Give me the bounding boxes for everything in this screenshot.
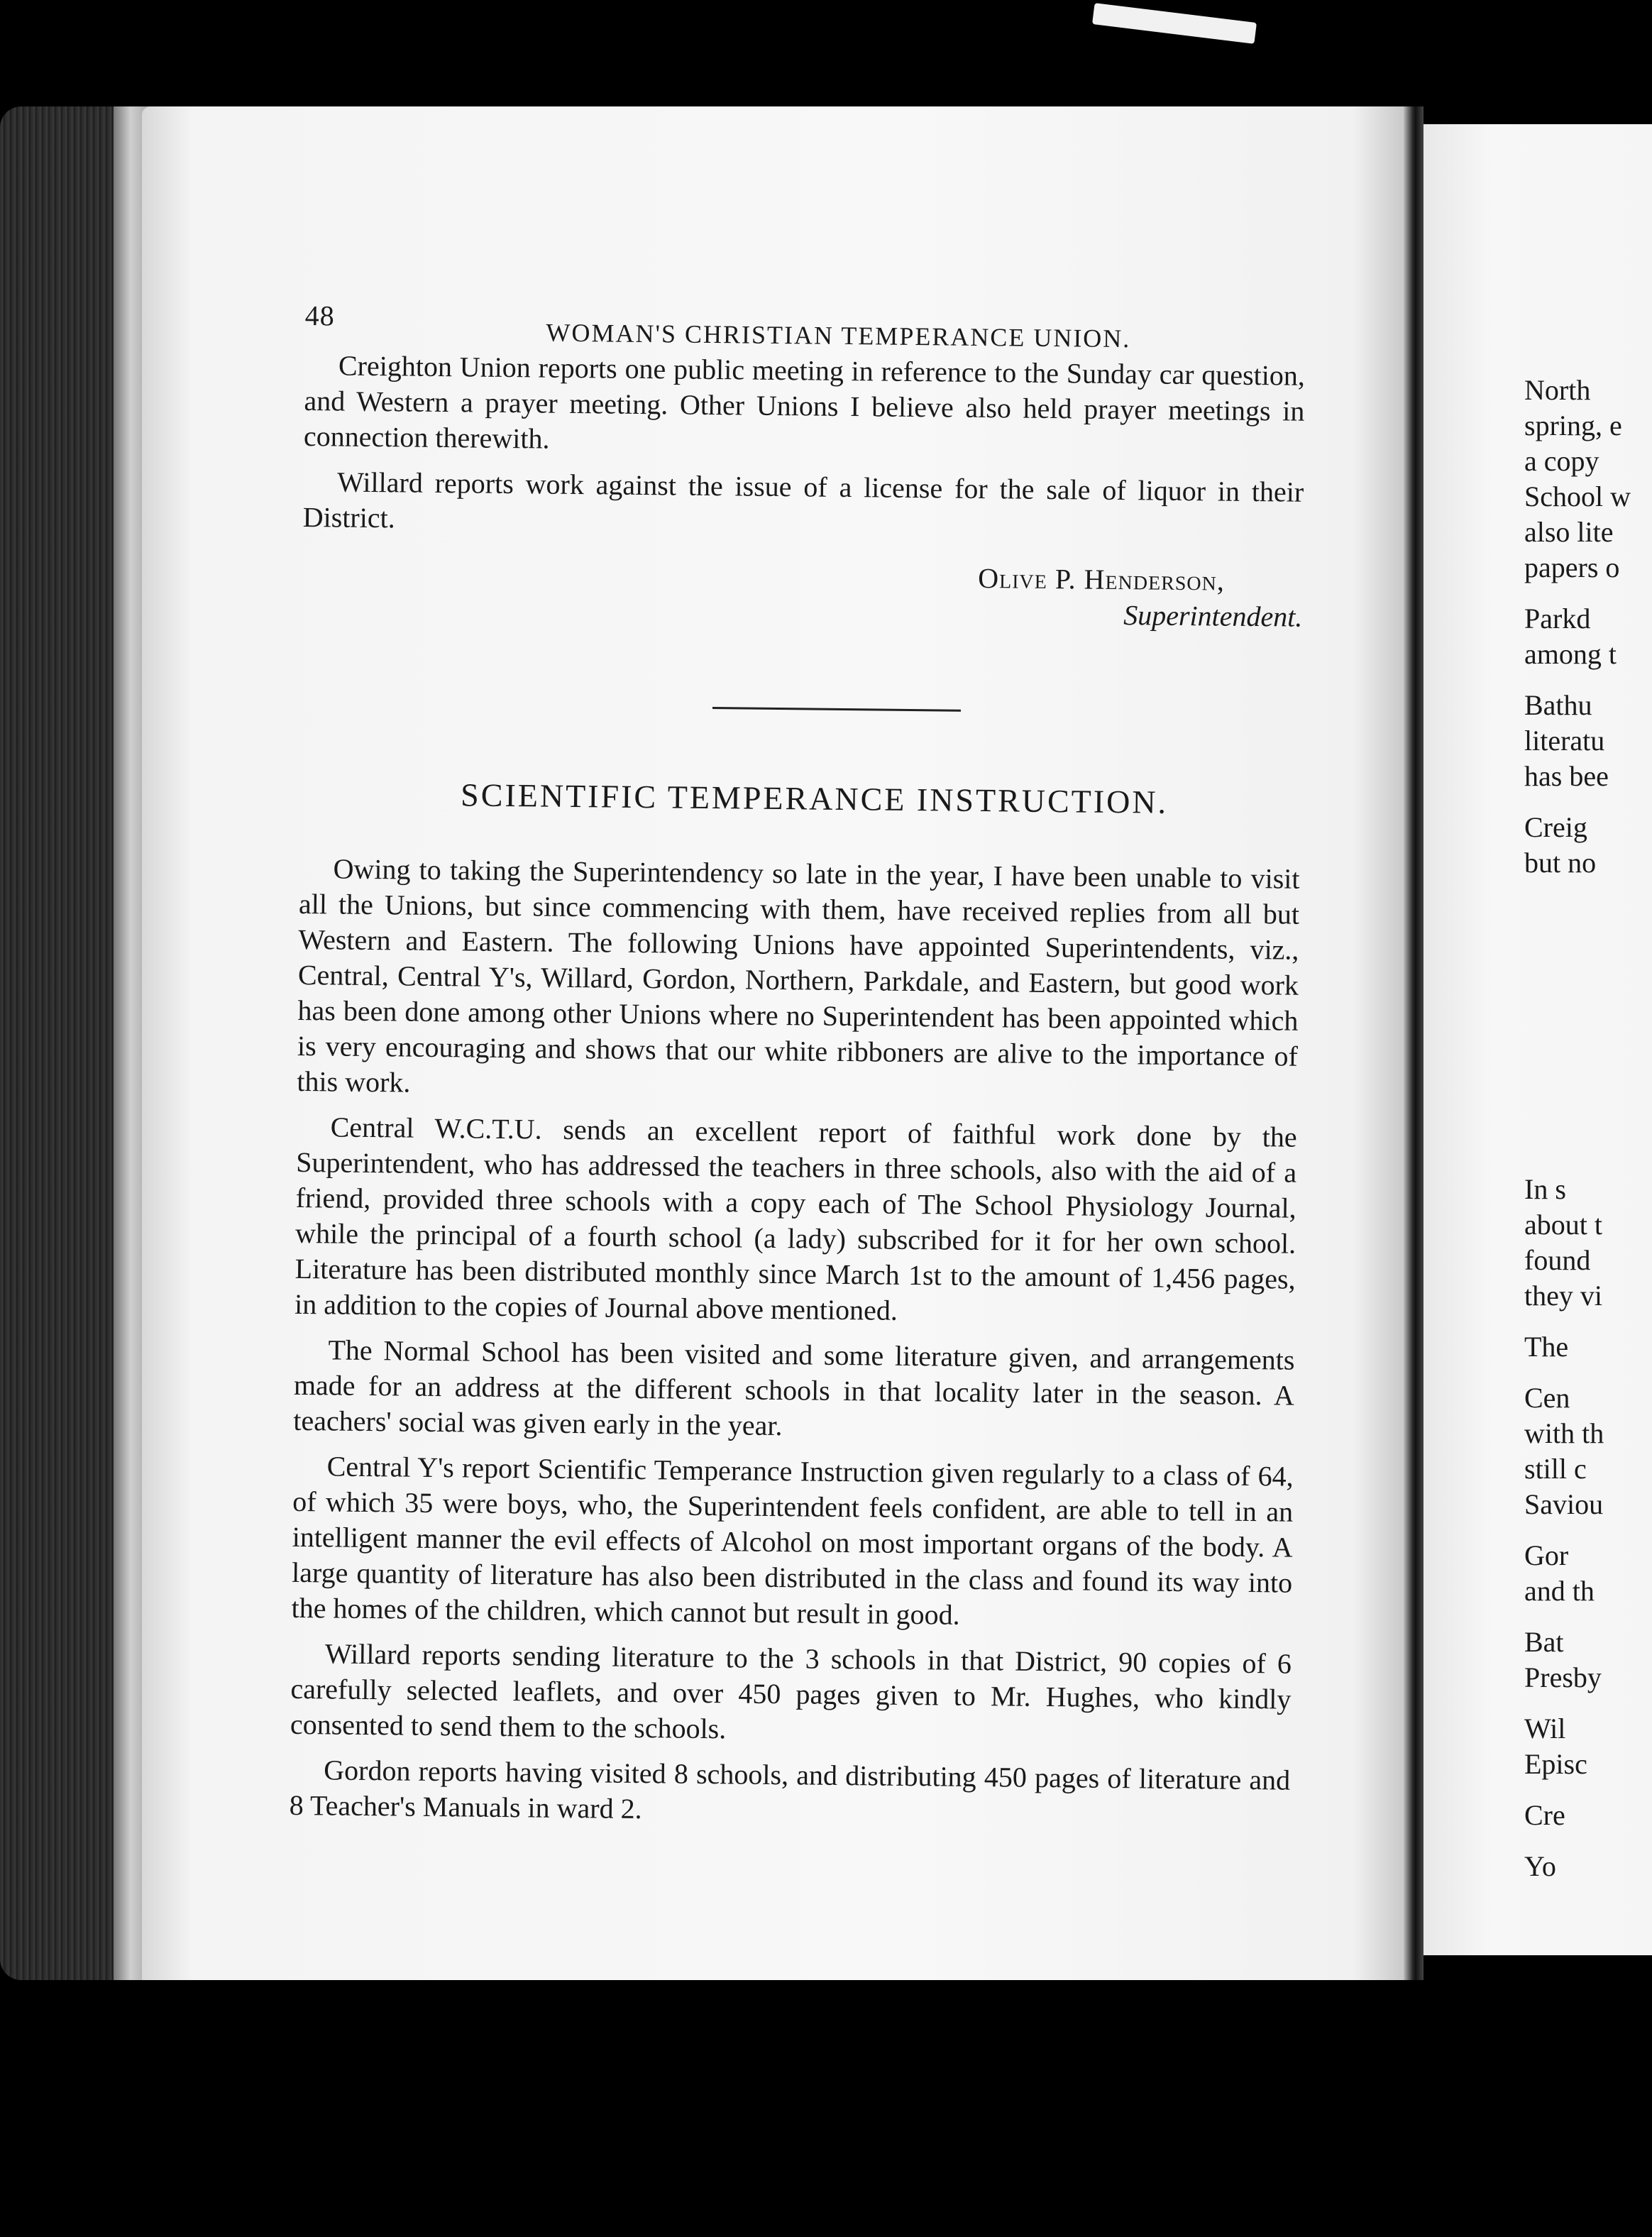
section-body [289, 851, 1299, 1834]
left-page-content [289, 298, 1305, 1834]
fragment-line: with th [1524, 1417, 1604, 1449]
running-head [304, 298, 1306, 358]
fragment-line: Creig [1524, 811, 1587, 843]
fragment-line: still c [1524, 1453, 1587, 1485]
fragment-line: among t [1524, 638, 1617, 670]
scan-artifact [1092, 3, 1257, 44]
fragment-line: spring, e [1524, 410, 1622, 441]
signature-block [302, 554, 1303, 635]
fragment-line: also lite [1524, 516, 1614, 548]
paragraph: The Normal School has been visited and some literature given, and arrangements made for an address at the different schools in that locality later in the season. A teachers' social was given early in the year. [293, 1334, 1295, 1442]
fragment-line: Bat [1524, 1626, 1564, 1658]
section-divider [712, 707, 961, 712]
signature-title: Superintendent. [1123, 599, 1303, 633]
paragraph: Willard reports work against the issue of a license for the sale of liquor in their District. [302, 466, 1304, 534]
fragment-line: Gor [1524, 1539, 1569, 1571]
fragment-line: Cen [1524, 1382, 1570, 1414]
fragment-line: Parkd [1524, 603, 1591, 634]
page-number: 48 [304, 299, 335, 332]
fragment-line: they vi [1524, 1280, 1602, 1312]
fragment-line: has bee [1524, 760, 1609, 792]
fragment-line: a copy [1524, 445, 1599, 477]
fragment-line: about t [1524, 1209, 1602, 1241]
paragraph: Creighton Union reports one public meeting in reference to the Sunday car question, and Western a prayer meeting. Other Unions I believe also held prayer meetings in connection therewith. [303, 349, 1306, 455]
fragment-line: School w [1524, 480, 1631, 512]
fragment-line: but no [1524, 847, 1597, 879]
intro-section [303, 348, 1306, 546]
fragment-line: Wil [1524, 1713, 1566, 1744]
signature-name: Olive P. Henderson, [977, 561, 1226, 597]
fragment-line: In s [1524, 1173, 1566, 1205]
fragment-line: The [1524, 1331, 1569, 1363]
fragment-line: Presby [1524, 1661, 1602, 1693]
fragment-line: papers o [1524, 551, 1620, 583]
running-head-title: WOMAN'S CHRISTIAN TEMPERANCE UNION. [546, 318, 1131, 353]
paragraph: Owing to taking the Superintendency so late in the year, I have been unable to visit all the Unions, but since commencing with them, have received replies from all but Western and Eastern. The following Unions have appointed Superintendents, viz., Central, Central Y's, Willard, Gordon, Northern, Parkdale, and Eastern, but good work has been done among other Unions where no Superintendent has been appointed which is very encouraging and shows that our white ribboners are alive to the importance of this work. [297, 852, 1300, 1099]
section-heading: SCIENTIFIC TEMPERANCE INSTRUCTION. [460, 776, 1169, 820]
paragraph: Willard reports sending literature to the 3 schools in that District, 90 copies of 6 carefully selected leaflets, and over 450 pages given to Mr. Hughes, who kindly consented to send them to the schools. [290, 1637, 1292, 1745]
paragraph: Central W.C.T.U. sends an excellent report of faithful work done by the Superintendent, who has addressed the teachers in three schools, also with the aid of a friend, provided three schools with a copy each of The School Physiology Journal, while the principal of a fourth school (a lady) subscribed for it for her own school. Literature has been distributed monthly since March 1st to the amount of 1,456 pages, in addition to the copies of Journal above mentioned. [294, 1111, 1297, 1326]
book-gutter [1404, 106, 1424, 1980]
fragment-line: Episc [1524, 1748, 1587, 1780]
fragment-line: Yo [1524, 1850, 1556, 1882]
fragment-line: literatu [1524, 725, 1605, 757]
fragment-line: North [1524, 374, 1591, 406]
fragment-line: found [1524, 1244, 1591, 1276]
fragment-line: and th [1524, 1575, 1595, 1607]
fragment-line: Bathu [1524, 689, 1592, 721]
fragment-line: Cre [1524, 1799, 1565, 1831]
right-page-text-fragments [1524, 373, 1652, 1884]
paragraph: Central Y's report Scientific Temperance Instruction given regularly to a class of 64, of which 35 were boys, who, the Superintendent feels confident, are able to tell in an intelligent manner the evil effects of Alcohol on most important organs of the body. A large quantity of literature has also been distributed in the class and found its way into the homes of the children, which cannot but result in good. [291, 1450, 1294, 1631]
fragment-line: Saviou [1524, 1488, 1604, 1520]
paragraph: Gordon reports having visited 8 schools, and distributing 450 pages of literature and 8 Teacher's Manuals in ward 2. [289, 1754, 1291, 1825]
